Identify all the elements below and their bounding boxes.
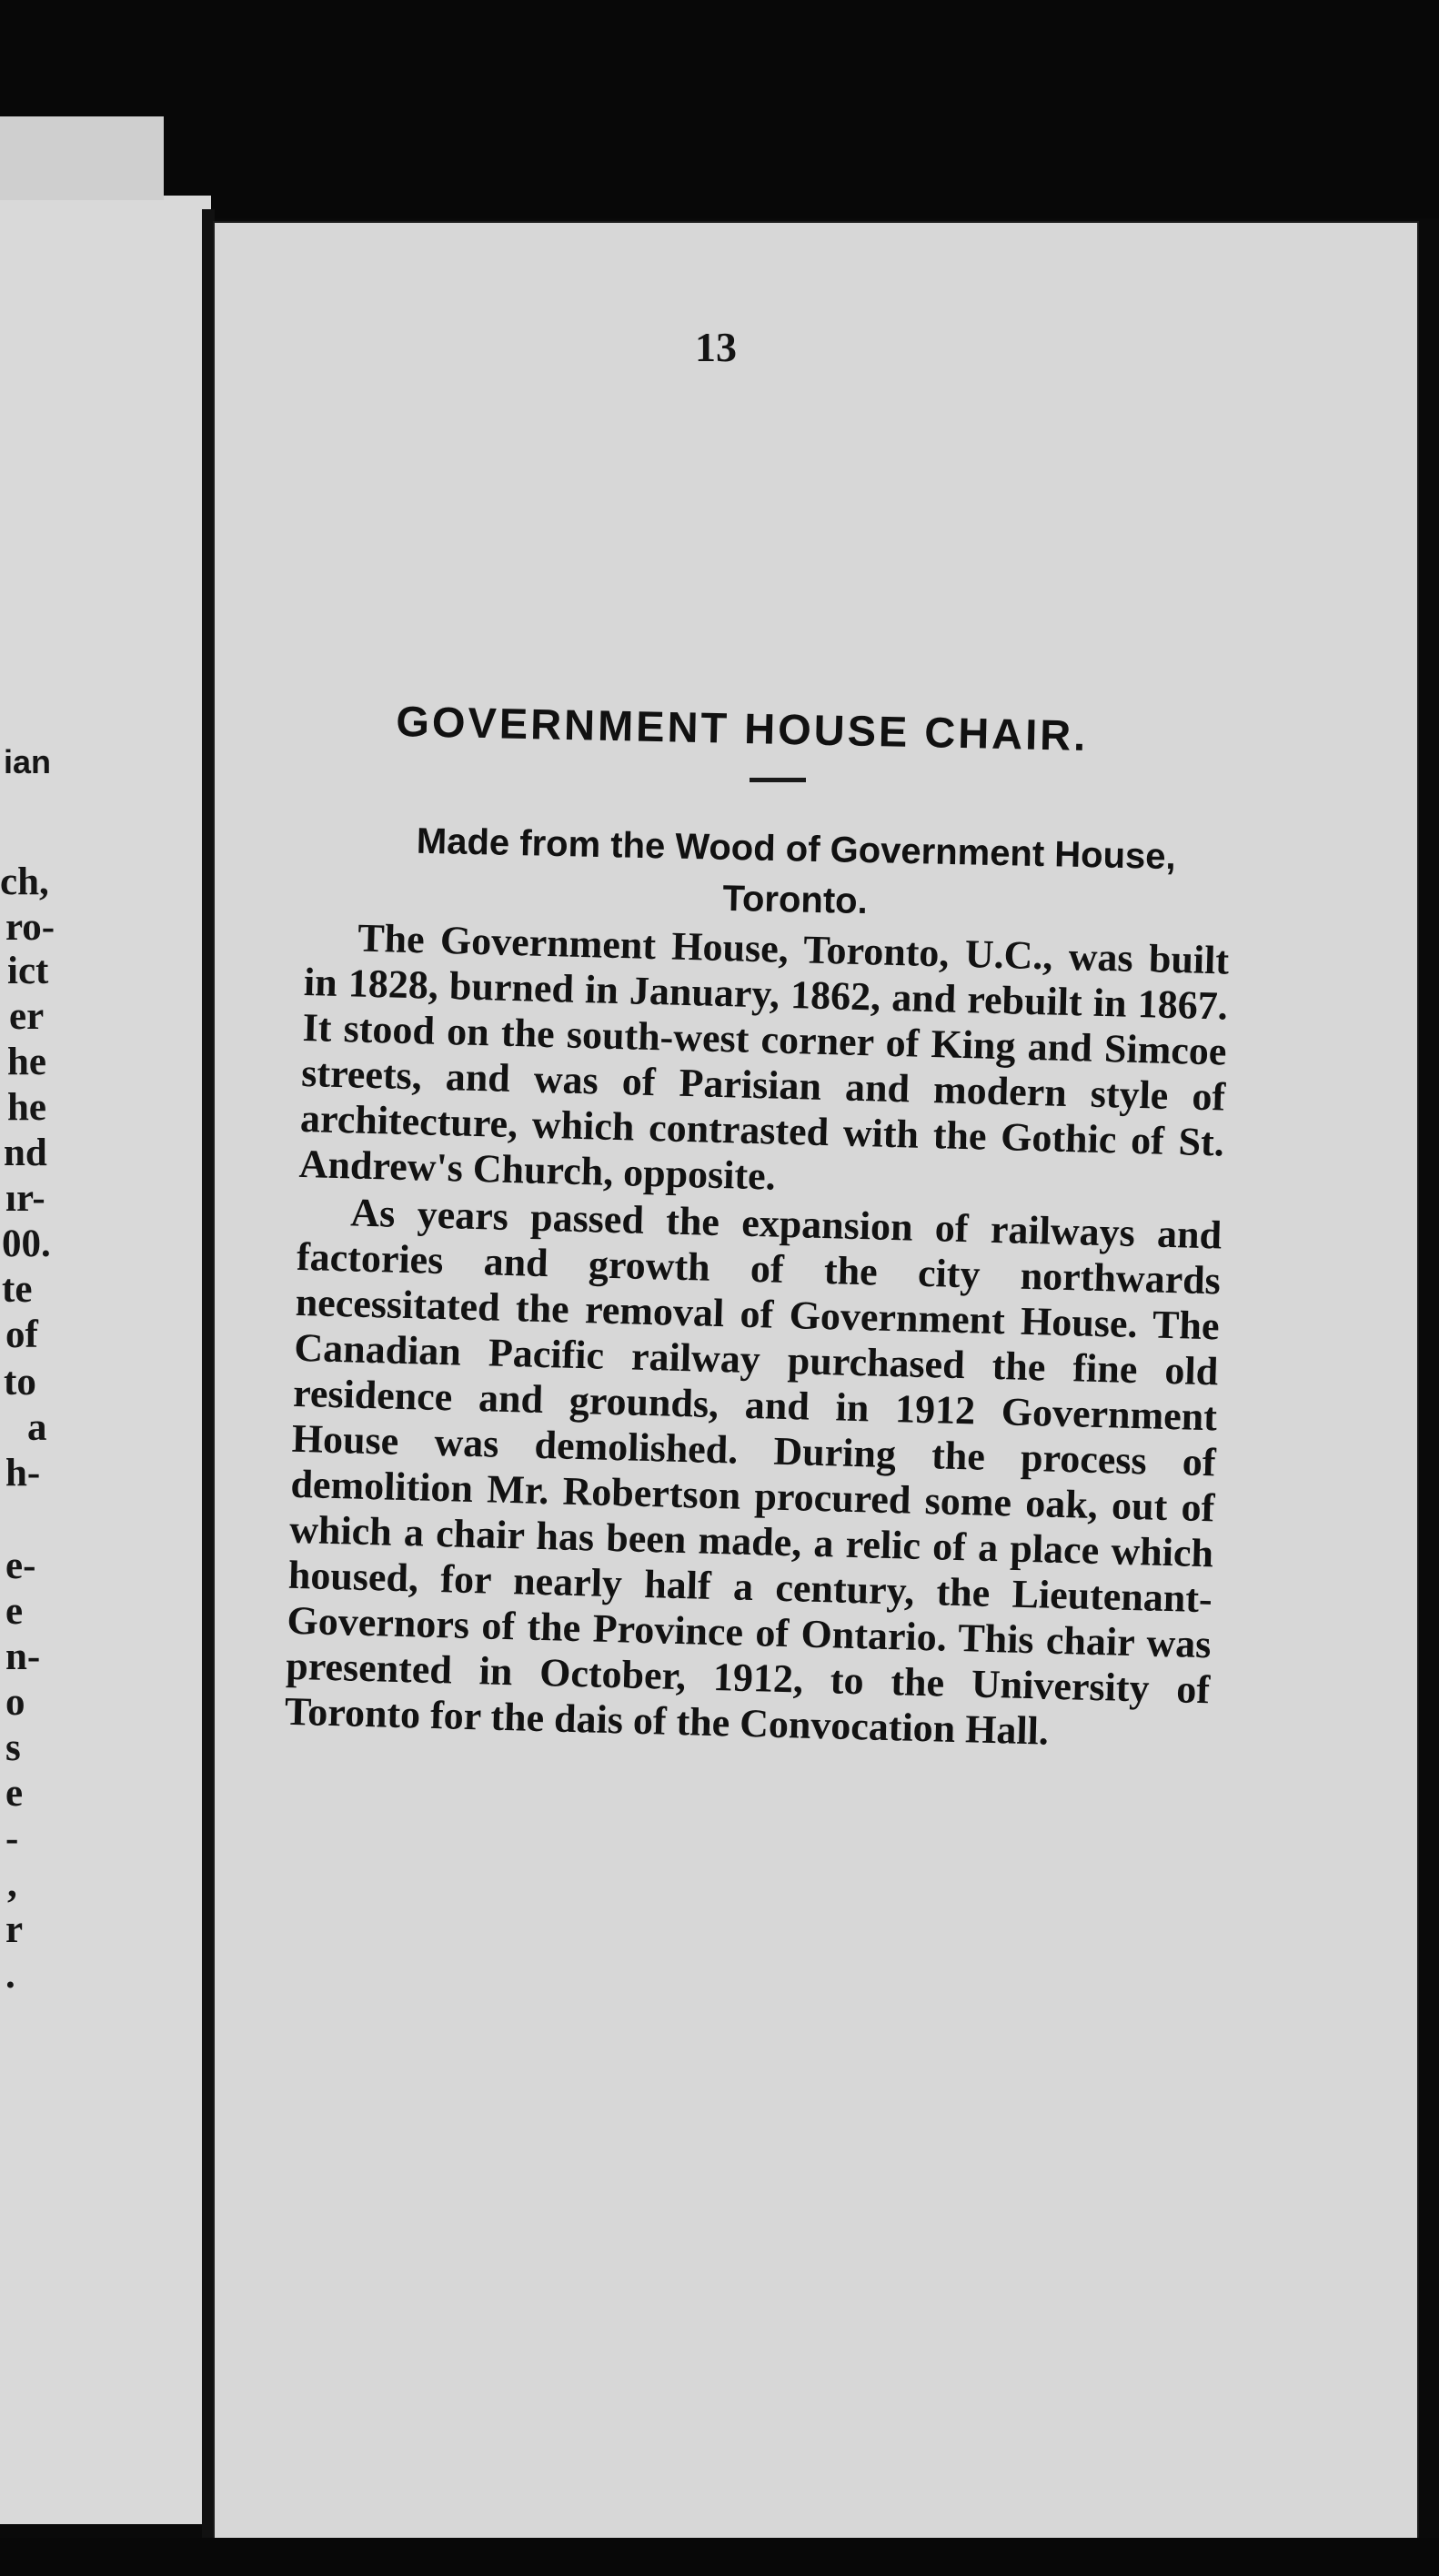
facing-page-fragment: , <box>7 1863 17 1906</box>
facing-page-fragment: ict <box>7 950 49 992</box>
facing-page-fragment: e <box>5 1590 24 1633</box>
facing-page-fragment: ır- <box>5 1177 45 1220</box>
facing-page-fragment: s <box>5 1726 21 1769</box>
section-heading: GOVERNMENT HOUSE CHAIR. <box>395 696 1089 760</box>
document-page <box>215 223 1417 2551</box>
facing-page-fragment: he <box>7 1086 46 1129</box>
facing-page-fragment: 00. <box>2 1223 51 1265</box>
page-number: 13 <box>695 324 737 370</box>
heading-divider <box>750 778 806 782</box>
facing-page-fragment: e- <box>5 1545 36 1587</box>
facing-page-fragment: ch, <box>0 860 49 903</box>
facing-page-fragment: to <box>4 1361 36 1404</box>
facing-page-fragment: te <box>2 1268 33 1311</box>
scan-background-top <box>0 0 1439 218</box>
facing-page-fragment: a <box>27 1406 47 1449</box>
facing-page-fragment: h- <box>5 1452 41 1494</box>
paragraph: As years passed the expansion of railways and factories and growth of the city northwards necessitated the removal of Government House. The Canadian Pacific railway purchased the fine old residence and grounds, and in 1912 Government House was demolished. During the process of demolition Mr. Robertson procured some oak, out of which a chair has been made, a relic of a place which housed, for nearly half a century, the Lieutenant-Governors of the Province of Ontario. This chair was presented in October, 1912, to the University of Toronto for the dais of the Convocation Hall. <box>284 1190 1223 1754</box>
facing-page-fragment: n- <box>5 1635 41 1678</box>
facing-page <box>0 196 211 2524</box>
paragraph: The Government House, Toronto, U.C., was built in 1828, burned in January, 1862, and rebuilt in 1867. It stood on the south-west corner of King and Simcoe streets, and was of Parisian and modern style of architecture, which contrasted with the Gothic of St. Andrew's Church, opposite. <box>298 915 1230 1199</box>
facing-page-fragment: nd <box>4 1132 47 1174</box>
facing-page-fragment: er <box>9 995 45 1038</box>
body-text <box>284 914 1229 1758</box>
facing-page-fragment: ro- <box>5 906 55 949</box>
facing-page-fragment: ian <box>4 743 52 780</box>
facing-page-fragment: o <box>5 1681 25 1724</box>
facing-page-fragment: he <box>7 1041 46 1083</box>
facing-page-fragment: . <box>5 1954 15 1997</box>
scan-background-bottom <box>0 2538 1439 2576</box>
facing-page-tab <box>0 116 164 200</box>
facing-page-fragment: e <box>5 1772 24 1815</box>
section-subheading: Made from the Wood of Government House, Toronto. <box>416 820 1177 922</box>
facing-page-fragment: of <box>5 1313 38 1356</box>
page-binding <box>202 209 215 2538</box>
facing-page-fragment: - <box>5 1817 19 1860</box>
facing-page-fragment: r <box>5 1908 24 1951</box>
